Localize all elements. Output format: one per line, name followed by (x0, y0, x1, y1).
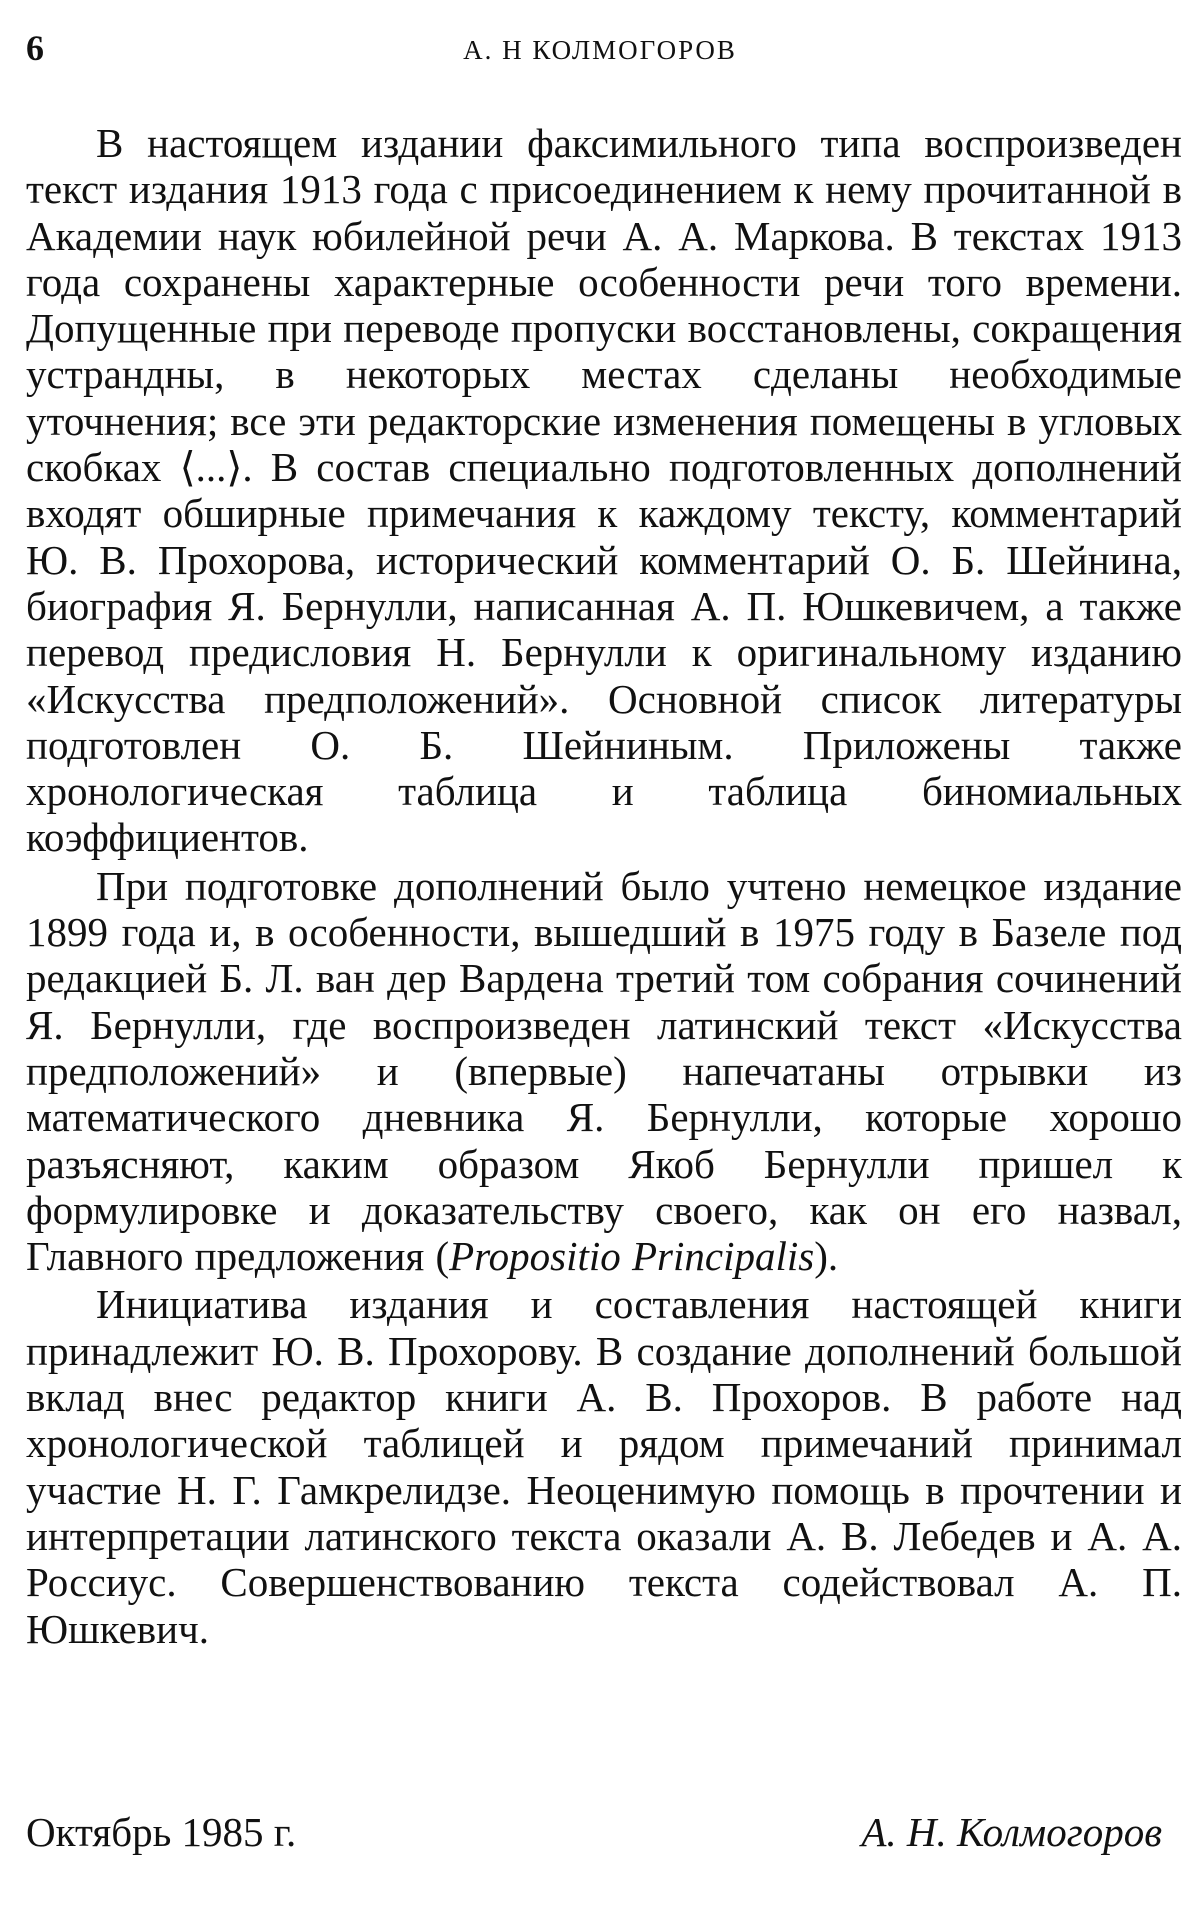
paragraph-text-before: При подготовке дополнений было учтено немецкое издание 1899 года и, в особенности, вышедший в 1975 году в Базеле под редакцией Б. Л. ван дер Вардена третий том собрания сочинений Я. Бернулли, где воспроизведен латинский текст «Искусства предположений» и (впервые) напечатаны отрывки из математического дневника Я. Бернулли, которые хорошо разъясняют, каким образом Якоб Бернулли пришел к формулировке и доказательству своего, как он его назвал, Главного предложения ( (26, 862, 1182, 1280)
latin-term: Propositio Principalis (449, 1233, 815, 1280)
paragraph-preparation-sources (26, 863, 1182, 1280)
paragraph-acknowledgements: Инициатива издания и составления настоящей книги принадлежит Ю. В. Прохорову. В создание дополнений большой вклад внес редактор книги А. В. Прохоров. В работе над хронологической таблицей и рядом примечаний принимал участие Н. Г. Гамкрелидзе. Неоценимую помощь в прочтении и интерпретации латинского текста оказали А. В. Лебедев и А. А. Россиус. Совершенствованию текста содействовал А. П. Юшкевич. (26, 1281, 1182, 1652)
running-title: А. Н КОЛМОГОРОВ (463, 35, 737, 65)
signoff (26, 1808, 1174, 1858)
body-text (26, 120, 1182, 1654)
paragraph-edition-description: В настоящем издании факсимильного типа воспроизведен текст издания 1913 года с присоединением к нему прочитанной в Академии наук юбилейной речи А. А. Маркова. В текстах 1913 года сохранены характерные особенности речи того времени. Допущенные при переводе пропуски восстановлены, сокращения устрандны, в некоторых местах сделаны необходимые уточнения; все эти редакторские изменения помещены в угловых скобках ⟨...⟩. В состав специально подготовленных дополнений входят обширные примечания к каждому тексту, комментарий Ю. В. Прохорова, исторический комментарий О. Б. Шейнина, биография Я. Бернулли, написанная А. П. Юшкевичем, а также перевод предисловия Н. Бернулли к оригинальному изданию «Искусства предположений». Основной список литературы подготовлен О. Б. Шейниным. Приложены также хронологическая таблица и таблица биномиальных коэффициентов. (26, 120, 1182, 861)
paragraph-text-after: ). (814, 1233, 839, 1280)
running-head (26, 28, 1174, 68)
page-number: 6 (26, 28, 44, 68)
signoff-author: А. Н. Колмогоров (861, 1809, 1162, 1855)
signoff-date: Октябрь 1985 г. (26, 1809, 297, 1855)
